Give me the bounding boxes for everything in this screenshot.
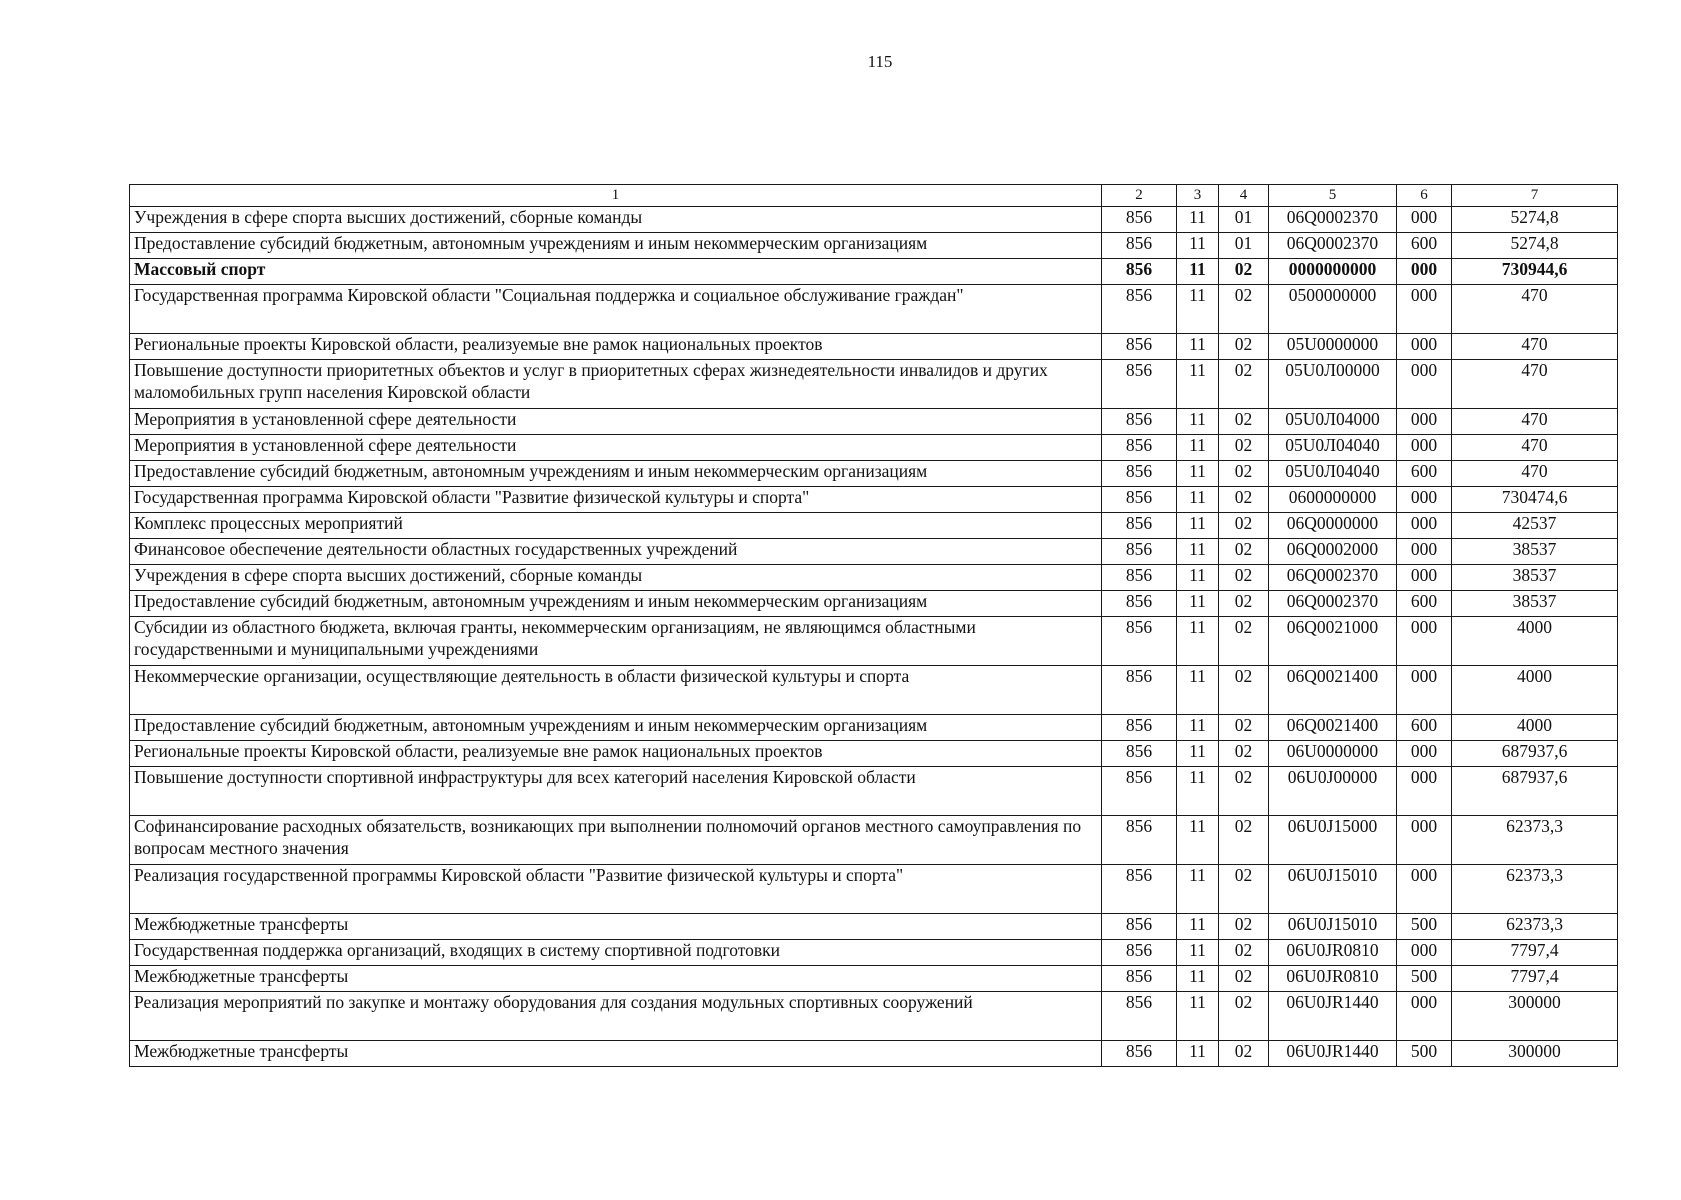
row-subsection-cell: 02: [1219, 259, 1269, 285]
header-cell: 7: [1452, 185, 1618, 207]
row-amount-cell: 4000: [1452, 666, 1618, 715]
row-target-article-cell: 05U0Л00000: [1269, 360, 1397, 409]
budget-table: [129, 184, 1618, 1067]
row-code-cell: 856: [1102, 360, 1177, 409]
row-expense-type-cell: 600: [1397, 461, 1452, 487]
row-expense-type-cell: 000: [1397, 816, 1452, 865]
row-name-cell: Региональные проекты Кировской области, реализуемые вне рамок национальных проектов: [130, 741, 1102, 767]
row-name-cell: Государственная программа Кировской области "Социальная поддержка и социальное обслуживание граждан": [130, 285, 1102, 334]
row-name-cell: Некоммерческие организации, осуществляющие деятельность в области физической культуры и спорта: [130, 666, 1102, 715]
row-name-cell: Повышение доступности спортивной инфраструктуры для всех категорий населения Кировской области: [130, 767, 1102, 816]
row-expense-type-cell: 000: [1397, 259, 1452, 285]
table-row: [130, 591, 1618, 617]
row-amount-cell: 470: [1452, 461, 1618, 487]
row-section-cell: 11: [1177, 617, 1219, 666]
row-subsection-cell: 02: [1219, 617, 1269, 666]
row-section-cell: 11: [1177, 513, 1219, 539]
row-code-cell: 856: [1102, 461, 1177, 487]
row-code-cell: 856: [1102, 617, 1177, 666]
page-number: 115: [867, 52, 893, 71]
row-name-cell: Субсидии из областного бюджета, включая гранты, некоммерческим организациям, не являющимся областными государственными и муниципальными учреждениями: [130, 617, 1102, 666]
row-amount-cell: 5274,8: [1452, 233, 1618, 259]
header-cell: 2: [1102, 185, 1177, 207]
row-code-cell: 856: [1102, 767, 1177, 816]
row-code-cell: 856: [1102, 435, 1177, 461]
table-row: [130, 461, 1618, 487]
row-code-cell: 856: [1102, 816, 1177, 865]
row-target-article-cell: 06Q0002370: [1269, 591, 1397, 617]
table-row: [130, 207, 1618, 233]
row-name-cell: Массовый спорт: [130, 259, 1102, 285]
table-row: [130, 767, 1618, 816]
row-expense-type-cell: 000: [1397, 940, 1452, 966]
row-code-cell: 856: [1102, 334, 1177, 360]
row-code-cell: 856: [1102, 992, 1177, 1041]
row-name-cell: Государственная программа Кировской области "Развитие физической культуры и спорта": [130, 487, 1102, 513]
row-code-cell: 856: [1102, 487, 1177, 513]
row-name-cell: Финансовое обеспечение деятельности областных государственных учреждений: [130, 539, 1102, 565]
table-row: [130, 940, 1618, 966]
row-name-cell: Предоставление субсидий бюджетным, автономным учреждениям и иным некоммерческим организациям: [130, 715, 1102, 741]
row-subsection-cell: 02: [1219, 435, 1269, 461]
row-target-article-cell: 06Q0021000: [1269, 617, 1397, 666]
table-row: [130, 435, 1618, 461]
row-target-article-cell: 06U0J00000: [1269, 767, 1397, 816]
table-row: [130, 715, 1618, 741]
row-subsection-cell: 02: [1219, 591, 1269, 617]
row-code-cell: 856: [1102, 715, 1177, 741]
row-target-article-cell: 06U0J15010: [1269, 914, 1397, 940]
table-header-row: [130, 185, 1618, 207]
row-section-cell: 11: [1177, 334, 1219, 360]
row-code-cell: 856: [1102, 233, 1177, 259]
table-row: [130, 360, 1618, 409]
row-target-article-cell: 05U0Л04040: [1269, 435, 1397, 461]
table-row: [130, 233, 1618, 259]
row-amount-cell: 470: [1452, 360, 1618, 409]
row-code-cell: 856: [1102, 565, 1177, 591]
row-name-cell: Софинансирование расходных обязательств, возникающих при выполнении полномочий органов местного самоуправления по вопросам местного значения: [130, 816, 1102, 865]
row-amount-cell: 687937,6: [1452, 767, 1618, 816]
row-code-cell: 856: [1102, 741, 1177, 767]
table-row: [130, 816, 1618, 865]
row-section-cell: 11: [1177, 666, 1219, 715]
row-amount-cell: 470: [1452, 285, 1618, 334]
row-code-cell: 856: [1102, 940, 1177, 966]
row-expense-type-cell: 000: [1397, 617, 1452, 666]
row-target-article-cell: 06U0JR1440: [1269, 992, 1397, 1041]
row-section-cell: 11: [1177, 539, 1219, 565]
row-target-article-cell: 0500000000: [1269, 285, 1397, 334]
table-row: [130, 487, 1618, 513]
row-subsection-cell: 01: [1219, 233, 1269, 259]
row-code-cell: 856: [1102, 914, 1177, 940]
row-subsection-cell: 02: [1219, 816, 1269, 865]
row-expense-type-cell: 000: [1397, 334, 1452, 360]
header-cell: 3: [1177, 185, 1219, 207]
row-subsection-cell: 02: [1219, 409, 1269, 435]
row-section-cell: 11: [1177, 816, 1219, 865]
row-subsection-cell: 02: [1219, 741, 1269, 767]
row-subsection-cell: 02: [1219, 539, 1269, 565]
row-section-cell: 11: [1177, 487, 1219, 513]
row-name-cell: Предоставление субсидий бюджетным, автономным учреждениям и иным некоммерческим организациям: [130, 591, 1102, 617]
row-section-cell: 11: [1177, 715, 1219, 741]
row-subsection-cell: 02: [1219, 666, 1269, 715]
row-amount-cell: 38537: [1452, 565, 1618, 591]
row-expense-type-cell: 000: [1397, 409, 1452, 435]
table-row: [130, 513, 1618, 539]
header-cell: 6: [1397, 185, 1452, 207]
row-section-cell: 11: [1177, 435, 1219, 461]
row-target-article-cell: 06U0J15010: [1269, 865, 1397, 914]
row-name-cell: Мероприятия в установленной сфере деятельности: [130, 409, 1102, 435]
row-target-article-cell: 06Q0021400: [1269, 666, 1397, 715]
row-amount-cell: 300000: [1452, 992, 1618, 1041]
row-subsection-cell: 02: [1219, 513, 1269, 539]
row-code-cell: 856: [1102, 591, 1177, 617]
row-section-cell: 11: [1177, 940, 1219, 966]
row-subsection-cell: 02: [1219, 487, 1269, 513]
row-name-cell: Региональные проекты Кировской области, реализуемые вне рамок национальных проектов: [130, 334, 1102, 360]
row-expense-type-cell: 000: [1397, 741, 1452, 767]
row-target-article-cell: 05U0Л04040: [1269, 461, 1397, 487]
table-row: [130, 539, 1618, 565]
row-code-cell: 856: [1102, 966, 1177, 992]
row-code-cell: 856: [1102, 207, 1177, 233]
row-code-cell: 856: [1102, 1041, 1177, 1067]
row-section-cell: 11: [1177, 259, 1219, 285]
table-row: [130, 565, 1618, 591]
row-target-article-cell: 06U0J15000: [1269, 816, 1397, 865]
table-row: [130, 741, 1618, 767]
row-name-cell: Предоставление субсидий бюджетным, автономным учреждениям и иным некоммерческим организациям: [130, 461, 1102, 487]
row-section-cell: 11: [1177, 992, 1219, 1041]
row-target-article-cell: 06Q0002370: [1269, 207, 1397, 233]
row-target-article-cell: 0000000000: [1269, 259, 1397, 285]
row-code-cell: 856: [1102, 666, 1177, 715]
table-row: [130, 285, 1618, 334]
row-expense-type-cell: 500: [1397, 966, 1452, 992]
row-subsection-cell: 02: [1219, 865, 1269, 914]
table-row: [130, 966, 1618, 992]
row-expense-type-cell: 600: [1397, 715, 1452, 741]
row-amount-cell: 470: [1452, 409, 1618, 435]
row-subsection-cell: 02: [1219, 360, 1269, 409]
row-subsection-cell: 02: [1219, 461, 1269, 487]
row-code-cell: 856: [1102, 409, 1177, 435]
row-expense-type-cell: 600: [1397, 233, 1452, 259]
row-subsection-cell: 02: [1219, 767, 1269, 816]
row-section-cell: 11: [1177, 207, 1219, 233]
row-expense-type-cell: 000: [1397, 666, 1452, 715]
table-row: [130, 914, 1618, 940]
row-code-cell: 856: [1102, 539, 1177, 565]
row-expense-type-cell: 000: [1397, 207, 1452, 233]
row-section-cell: 11: [1177, 461, 1219, 487]
row-target-article-cell: 05U0000000: [1269, 334, 1397, 360]
row-name-cell: Учреждения в сфере спорта высших достижений, сборные команды: [130, 207, 1102, 233]
row-name-cell: Реализация государственной программы Кировской области "Развитие физической культуры и спорта": [130, 865, 1102, 914]
row-expense-type-cell: 500: [1397, 1041, 1452, 1067]
row-target-article-cell: 06U0JR1440: [1269, 1041, 1397, 1067]
row-expense-type-cell: 000: [1397, 992, 1452, 1041]
row-target-article-cell: 06Q0002000: [1269, 539, 1397, 565]
row-expense-type-cell: 000: [1397, 487, 1452, 513]
row-subsection-cell: 02: [1219, 565, 1269, 591]
row-section-cell: 11: [1177, 865, 1219, 914]
row-subsection-cell: 02: [1219, 966, 1269, 992]
row-section-cell: 11: [1177, 360, 1219, 409]
row-target-article-cell: 06U0JR0810: [1269, 966, 1397, 992]
row-target-article-cell: 06Q0002370: [1269, 233, 1397, 259]
row-section-cell: 11: [1177, 914, 1219, 940]
row-section-cell: 11: [1177, 409, 1219, 435]
table-row: [130, 1041, 1618, 1067]
row-name-cell: Комплекс процессных мероприятий: [130, 513, 1102, 539]
row-expense-type-cell: 000: [1397, 513, 1452, 539]
header-cell: 1: [130, 185, 1102, 207]
row-section-cell: 11: [1177, 285, 1219, 334]
row-expense-type-cell: 600: [1397, 591, 1452, 617]
row-name-cell: Повышение доступности приоритетных объектов и услуг в приоритетных сферах жизнедеятельности инвалидов и других маломобильных групп населения Кировской области: [130, 360, 1102, 409]
row-subsection-cell: 02: [1219, 914, 1269, 940]
table-row: [130, 259, 1618, 285]
row-amount-cell: 38537: [1452, 539, 1618, 565]
row-amount-cell: 42537: [1452, 513, 1618, 539]
header-cell: 5: [1269, 185, 1397, 207]
row-amount-cell: 470: [1452, 334, 1618, 360]
row-amount-cell: 5274,8: [1452, 207, 1618, 233]
header-cell: 4: [1219, 185, 1269, 207]
table-row: [130, 666, 1618, 715]
table-row: [130, 409, 1618, 435]
row-name-cell: Межбюджетные трансферты: [130, 966, 1102, 992]
row-section-cell: 11: [1177, 767, 1219, 816]
row-amount-cell: 62373,3: [1452, 816, 1618, 865]
row-amount-cell: 7797,4: [1452, 940, 1618, 966]
row-amount-cell: 7797,4: [1452, 966, 1618, 992]
row-subsection-cell: 02: [1219, 940, 1269, 966]
row-subsection-cell: 02: [1219, 334, 1269, 360]
row-code-cell: 856: [1102, 285, 1177, 334]
row-expense-type-cell: 000: [1397, 565, 1452, 591]
row-expense-type-cell: 000: [1397, 767, 1452, 816]
row-name-cell: Реализация мероприятий по закупке и монтажу оборудования для создания модульных спортивных сооружений: [130, 992, 1102, 1041]
row-expense-type-cell: 000: [1397, 539, 1452, 565]
row-target-article-cell: 06Q0002370: [1269, 565, 1397, 591]
row-amount-cell: 62373,3: [1452, 914, 1618, 940]
row-section-cell: 11: [1177, 233, 1219, 259]
row-amount-cell: 4000: [1452, 617, 1618, 666]
row-expense-type-cell: 000: [1397, 285, 1452, 334]
row-amount-cell: 4000: [1452, 715, 1618, 741]
row-name-cell: Мероприятия в установленной сфере деятельности: [130, 435, 1102, 461]
row-section-cell: 11: [1177, 966, 1219, 992]
row-section-cell: 11: [1177, 591, 1219, 617]
row-target-article-cell: 06Q0000000: [1269, 513, 1397, 539]
row-section-cell: 11: [1177, 741, 1219, 767]
row-name-cell: Предоставление субсидий бюджетным, автономным учреждениям и иным некоммерческим организациям: [130, 233, 1102, 259]
row-code-cell: 856: [1102, 513, 1177, 539]
row-subsection-cell: 02: [1219, 285, 1269, 334]
row-code-cell: 856: [1102, 865, 1177, 914]
row-name-cell: Межбюджетные трансферты: [130, 1041, 1102, 1067]
table-row: [130, 992, 1618, 1041]
row-target-article-cell: 05U0Л04000: [1269, 409, 1397, 435]
row-amount-cell: 687937,6: [1452, 741, 1618, 767]
row-subsection-cell: 02: [1219, 715, 1269, 741]
row-expense-type-cell: 000: [1397, 360, 1452, 409]
row-expense-type-cell: 000: [1397, 435, 1452, 461]
row-name-cell: Учреждения в сфере спорта высших достижений, сборные команды: [130, 565, 1102, 591]
row-section-cell: 11: [1177, 565, 1219, 591]
row-name-cell: Государственная поддержка организаций, входящих в систему спортивной подготовки: [130, 940, 1102, 966]
row-amount-cell: 62373,3: [1452, 865, 1618, 914]
row-target-article-cell: 06Q0021400: [1269, 715, 1397, 741]
table-row: [130, 865, 1618, 914]
row-subsection-cell: 01: [1219, 207, 1269, 233]
row-name-cell: Межбюджетные трансферты: [130, 914, 1102, 940]
table-row: [130, 617, 1618, 666]
row-target-article-cell: 0600000000: [1269, 487, 1397, 513]
row-subsection-cell: 02: [1219, 992, 1269, 1041]
row-amount-cell: 730474,6: [1452, 487, 1618, 513]
row-target-article-cell: 06U0000000: [1269, 741, 1397, 767]
row-amount-cell: 730944,6: [1452, 259, 1618, 285]
row-expense-type-cell: 000: [1397, 865, 1452, 914]
row-subsection-cell: 02: [1219, 1041, 1269, 1067]
row-amount-cell: 470: [1452, 435, 1618, 461]
row-section-cell: 11: [1177, 1041, 1219, 1067]
row-amount-cell: 38537: [1452, 591, 1618, 617]
row-target-article-cell: 06U0JR0810: [1269, 940, 1397, 966]
row-amount-cell: 300000: [1452, 1041, 1618, 1067]
table-row: [130, 334, 1618, 360]
row-expense-type-cell: 500: [1397, 914, 1452, 940]
row-code-cell: 856: [1102, 259, 1177, 285]
